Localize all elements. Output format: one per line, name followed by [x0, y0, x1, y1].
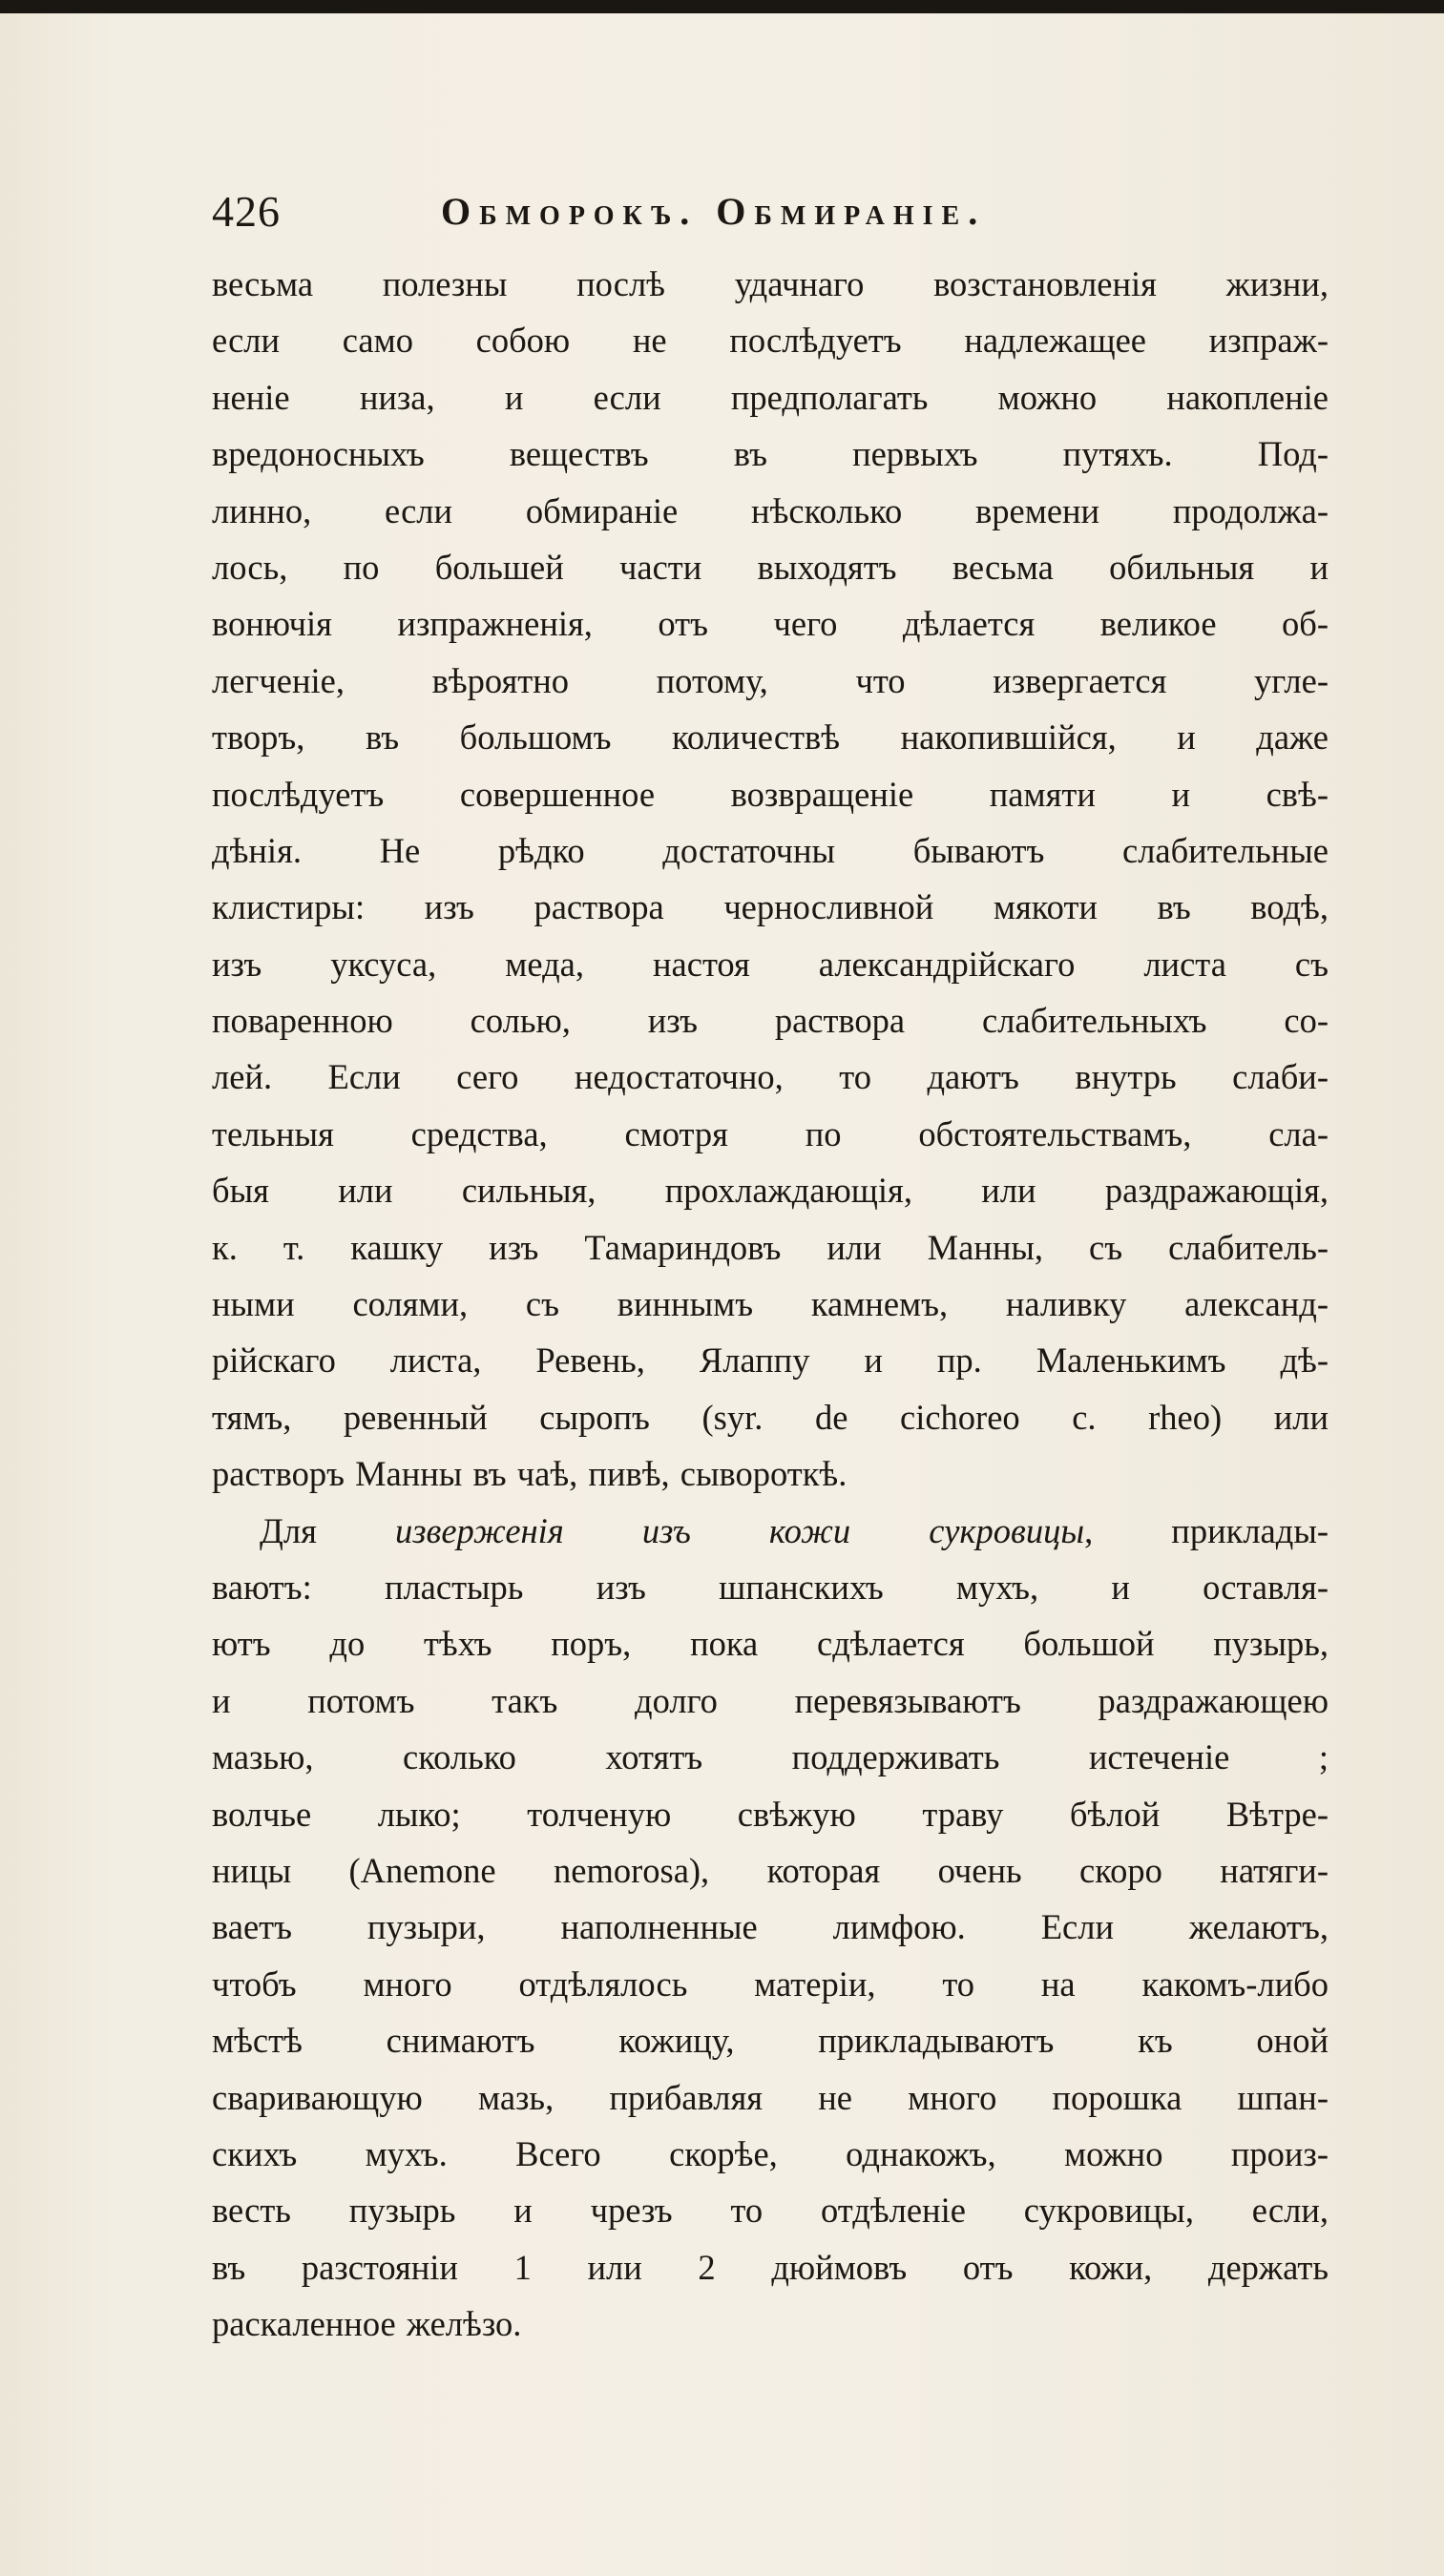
text-segment: вредоносныхъ веществъ въ первыхъ путяхъ. Под- [212, 434, 1329, 474]
text-line [212, 709, 1329, 765]
text-line [212, 1162, 1329, 1218]
text-line [212, 369, 1329, 426]
text-segment: творъ, въ большомъ количествѣ накопившійся, и даже [212, 717, 1329, 758]
text-segment: скихъ мухъ. Всего скорѣе, однакожъ, можно произ- [212, 2133, 1329, 2173]
text-segment: раскаленное желѣзо. [212, 2304, 522, 2344]
text-segment: волчье лыко; толченую свѣжую траву бѣлой Вѣтре- [212, 1794, 1329, 1834]
scan-top-edge [0, 0, 1444, 13]
text-segment: быя или сильныя, прохлаждающія, или раздражающія, [212, 1171, 1329, 1211]
text-line [212, 1049, 1329, 1105]
text-segment: ваетъ пузыри, наполненные лимфою. Если желаютъ, [212, 1907, 1329, 1947]
text-segment: если само собою не послѣдуетъ надлежащее изпраж- [212, 321, 1329, 361]
text-line [212, 1219, 1329, 1276]
text-line [212, 1332, 1329, 1388]
text-line [212, 936, 1329, 992]
text-line [212, 1729, 1329, 1785]
text-line [212, 879, 1329, 935]
text-line [212, 483, 1329, 539]
text-line [212, 2296, 1329, 2352]
text-line [212, 822, 1329, 879]
text-segment: тельныя средства, смотря по обстоятельствамъ, сла- [212, 1113, 1329, 1153]
text-line [212, 2069, 1329, 2126]
text-segment: изъ уксуса, меда, настоя александрійскаго листа съ [212, 944, 1329, 984]
text-segment: к. т. кашку изъ Тамариндовъ или Манны, съ слабитель- [212, 1227, 1329, 1267]
text-segment: ницы (Anemone nemorosa), которая очень скоро натяги- [212, 1850, 1329, 1890]
text-line [212, 2126, 1329, 2182]
text-segment: лось, по большей части выходятъ весьма обильныя и [212, 547, 1329, 587]
italic-text-segment: изверженія изъ кожи сукровицы [395, 1510, 1085, 1550]
page-number: 426 [212, 187, 281, 236]
text-line [212, 1899, 1329, 1955]
text-line [212, 312, 1329, 368]
running-head: Обморокъ. Обмираніе. [441, 190, 987, 233]
text-segment: чтобъ много отдѣлялось матеріи, то на какомъ-либо [212, 1963, 1329, 2004]
text-line [212, 766, 1329, 822]
text-segment: и потомъ такъ долго перевязываютъ раздражающею [212, 1680, 1329, 1720]
text-line [212, 653, 1329, 709]
text-segment: ными солями, съ виннымъ камнемъ, наливку александ- [212, 1284, 1329, 1324]
text-line [212, 2012, 1329, 2068]
text-line [212, 1956, 1329, 2012]
text-segment: растворъ Манны въ чаѣ, пивѣ, сывороткѣ. [212, 1454, 848, 1494]
text-line [212, 1503, 1329, 1559]
text-line [212, 992, 1329, 1049]
text-line [212, 2182, 1329, 2238]
text-segment: линно, если обмираніе нѣсколько времени продолжа- [212, 490, 1329, 530]
text-segment: поваренною солью, изъ раствора слабительныхъ со- [212, 1001, 1329, 1041]
text-segment: легченіе, вѣроятно потому, что извергается угле- [212, 660, 1329, 700]
text-segment: клистиры: изъ раствора черносливной мякоти въ водѣ, [212, 887, 1329, 927]
text-segment: весть пузырь и чрезъ то отдѣленіе сукровицы, если, [212, 2191, 1329, 2231]
text-line [212, 1106, 1329, 1162]
text-segment: ютъ до тѣхъ поръ, пока сдѣлается большой пузырь, [212, 1624, 1329, 1664]
text-line [212, 1445, 1329, 1502]
text-segment: послѣдуетъ совершенное возвращеніе памяти и свѣ- [212, 774, 1329, 814]
text-line [212, 1786, 1329, 1842]
text-line [212, 1389, 1329, 1445]
text-line [212, 1842, 1329, 1899]
text-segment: въ разстояніи 1 или 2 дюймовъ отъ кожи, держать [212, 2247, 1329, 2287]
text-segment: неніе низа, и если предполагать можно накопленіе [212, 377, 1329, 417]
text-segment: лей. Если сего недостаточно, то даютъ внутрь слаби- [212, 1057, 1329, 1097]
text-line [212, 595, 1329, 652]
text-segment: вонючія изпражненія, отъ чего дѣлается великое об- [212, 604, 1329, 644]
text-segment: рійскаго листа, Ревень, Ялаппу и пр. Маленькимъ дѣ- [212, 1340, 1329, 1381]
text-segment: весьма полезны послѣ удачнаго возстановленія жизни, [212, 264, 1329, 303]
text-segment: , приклады- [1084, 1510, 1329, 1550]
text-segment: сваривающую мазь, прибавляя не много порошка шпан- [212, 2077, 1329, 2117]
text-line [212, 1559, 1329, 1615]
text-segment: ваютъ: пластырь изъ шпанскихъ мухъ, и оставля- [212, 1567, 1329, 1607]
text-segment: мѣстѣ снимаютъ кожицу, прикладываютъ къ оной [212, 2021, 1329, 2061]
text-line [212, 2239, 1329, 2296]
body-text [212, 256, 1329, 2352]
text-segment: дѣнія. Не рѣдко достаточны бываютъ слабительные [212, 830, 1329, 870]
text-line [212, 256, 1329, 312]
text-line [212, 1615, 1329, 1672]
text-segment: мазью, сколько хотятъ поддерживать истеченіе ; [212, 1737, 1329, 1777]
text-segment: тямъ, ревенный сыропъ (syr. de cichoreo c. rheo) или [212, 1397, 1329, 1437]
text-segment: Для [260, 1510, 396, 1550]
page-header [212, 183, 1338, 240]
text-line [212, 539, 1329, 595]
text-line [212, 1672, 1329, 1729]
text-line [212, 426, 1329, 482]
text-line [212, 1276, 1329, 1332]
